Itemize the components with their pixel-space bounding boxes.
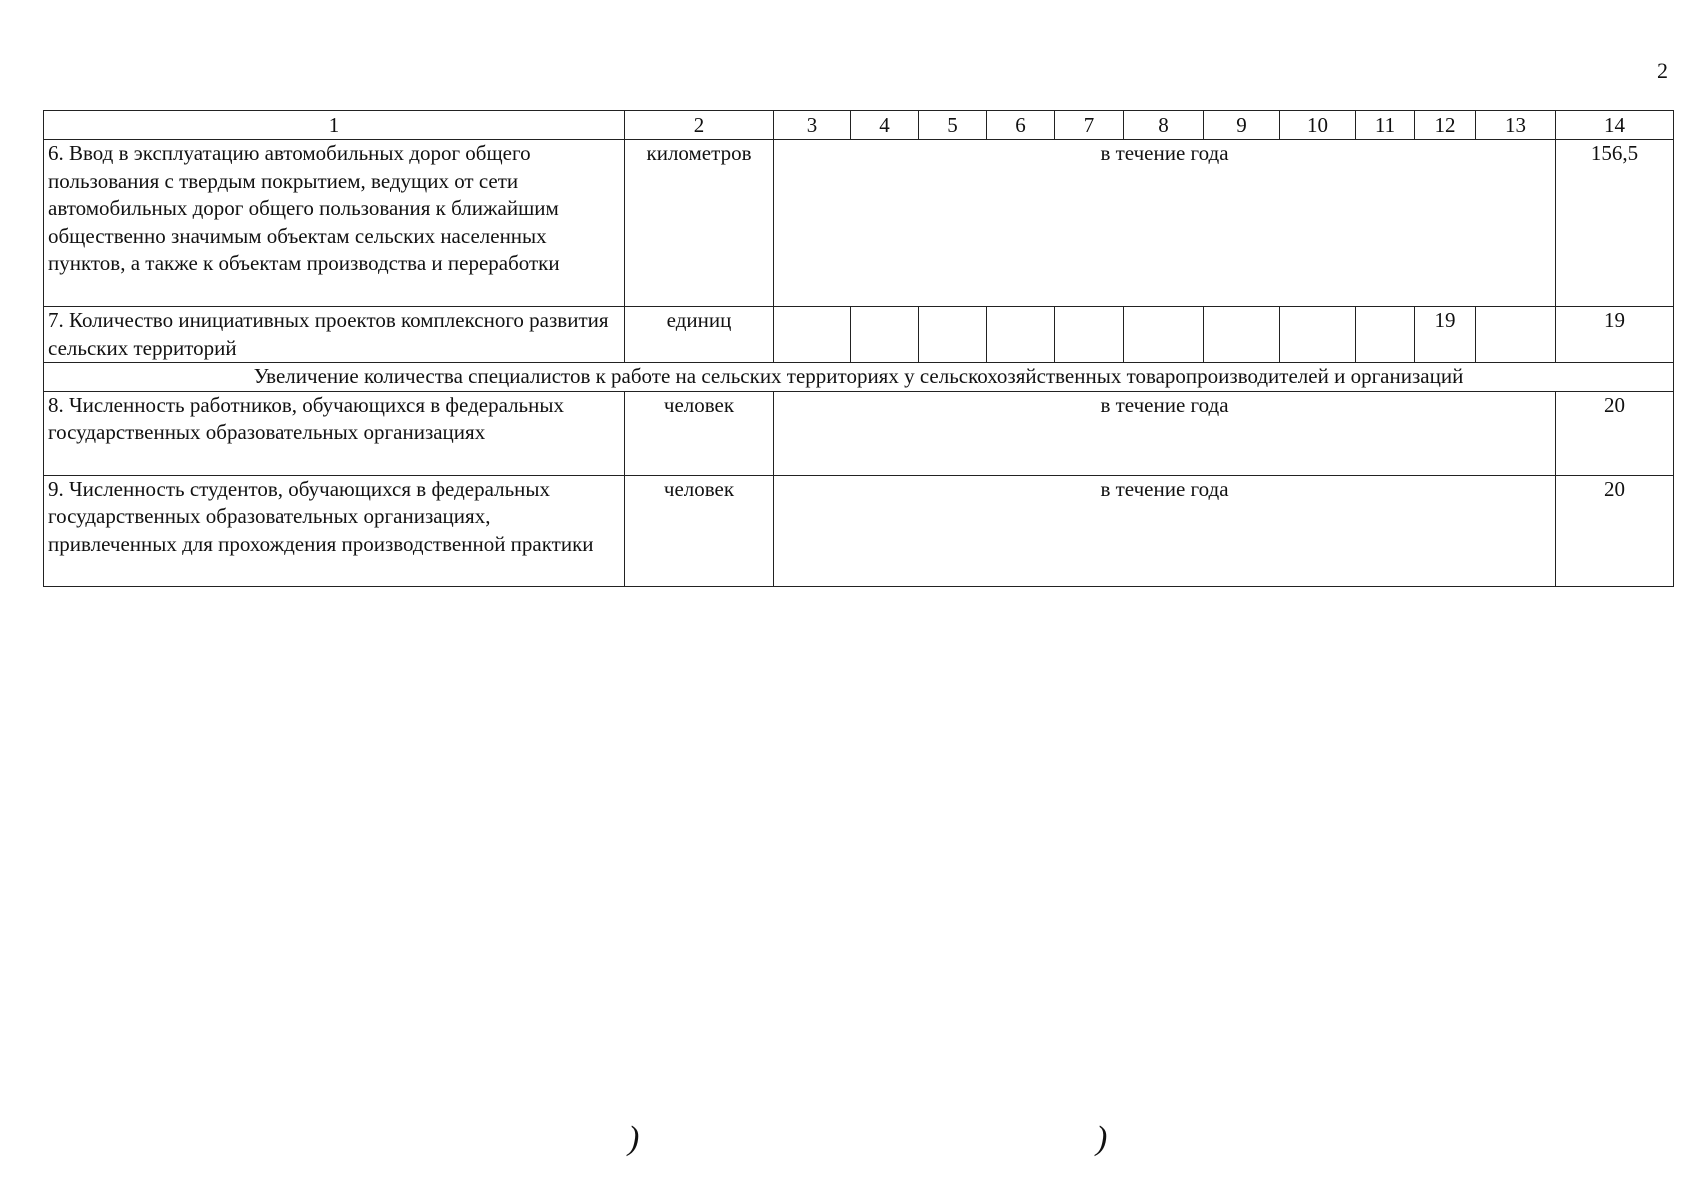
period-cell: в течение года: [774, 475, 1556, 586]
value-cell: [919, 307, 987, 363]
table-row: [44, 140, 1674, 307]
total-cell: 20: [1556, 391, 1674, 475]
total-cell: 20: [1556, 475, 1674, 586]
indicator-name: 6. Ввод в эксплуатацию автомобильных дорог общего пользования с твердым покрытием, ведущих от сети автомобильных дорог общего пользования к ближайшим общественно значимым объектам сельских населенных пунктов, а также к объектам производства и переработки: [44, 140, 625, 307]
header-cell: 4: [851, 111, 919, 140]
header-cell: 1: [44, 111, 625, 140]
value-cell: [774, 307, 851, 363]
value-cell: [1476, 307, 1556, 363]
header-cell: 14: [1556, 111, 1674, 140]
value-cell: [987, 307, 1055, 363]
header-cell: 2: [625, 111, 774, 140]
header-row: [44, 111, 1674, 140]
section-row: [44, 363, 1674, 392]
value-cell: [1280, 307, 1356, 363]
value-cell: 19: [1415, 307, 1476, 363]
page-number: 2: [1657, 58, 1668, 83]
period-cell: в течение года: [774, 391, 1556, 475]
value-cell: [1204, 307, 1280, 363]
margin-mark: ): [628, 1120, 640, 1157]
header-cell: 6: [987, 111, 1055, 140]
value-cell: [851, 307, 919, 363]
value-cell: [1124, 307, 1204, 363]
period-cell: в течение года: [774, 140, 1556, 307]
header-cell: 7: [1055, 111, 1124, 140]
total-cell: 156,5: [1556, 140, 1674, 307]
header-cell: 13: [1476, 111, 1556, 140]
value-cell: [1055, 307, 1124, 363]
table-row: [44, 475, 1674, 586]
header-cell: 10: [1280, 111, 1356, 140]
header-cell: 11: [1356, 111, 1415, 140]
indicator-name: 8. Численность работников, обучающихся в федеральных государственных образовательных организациях: [44, 391, 625, 475]
table-row: [44, 391, 1674, 475]
value-cell: [1356, 307, 1415, 363]
unit-cell: километров: [625, 140, 774, 307]
unit-cell: единиц: [625, 307, 774, 363]
indicator-name: 9. Численность студентов, обучающихся в федеральных государственных образовательных организациях, привлеченных для прохождения производственной практики: [44, 475, 625, 586]
header-cell: 3: [774, 111, 851, 140]
indicator-name: 7. Количество инициативных проектов комплексного развития сельских территорий: [44, 307, 625, 363]
unit-cell: человек: [625, 475, 774, 586]
header-cell: 9: [1204, 111, 1280, 140]
section-heading: Увеличение количества специалистов к работе на сельских территориях у сельскохозяйственных товаропроизводителей и организаций: [44, 363, 1674, 392]
margin-mark: ): [1096, 1120, 1108, 1157]
header-cell: 8: [1124, 111, 1204, 140]
header-cell: 12: [1415, 111, 1476, 140]
table-row: [44, 307, 1674, 363]
header-cell: 5: [919, 111, 987, 140]
indicators-table: [43, 110, 1674, 587]
total-cell: 19: [1556, 307, 1674, 363]
unit-cell: человек: [625, 391, 774, 475]
